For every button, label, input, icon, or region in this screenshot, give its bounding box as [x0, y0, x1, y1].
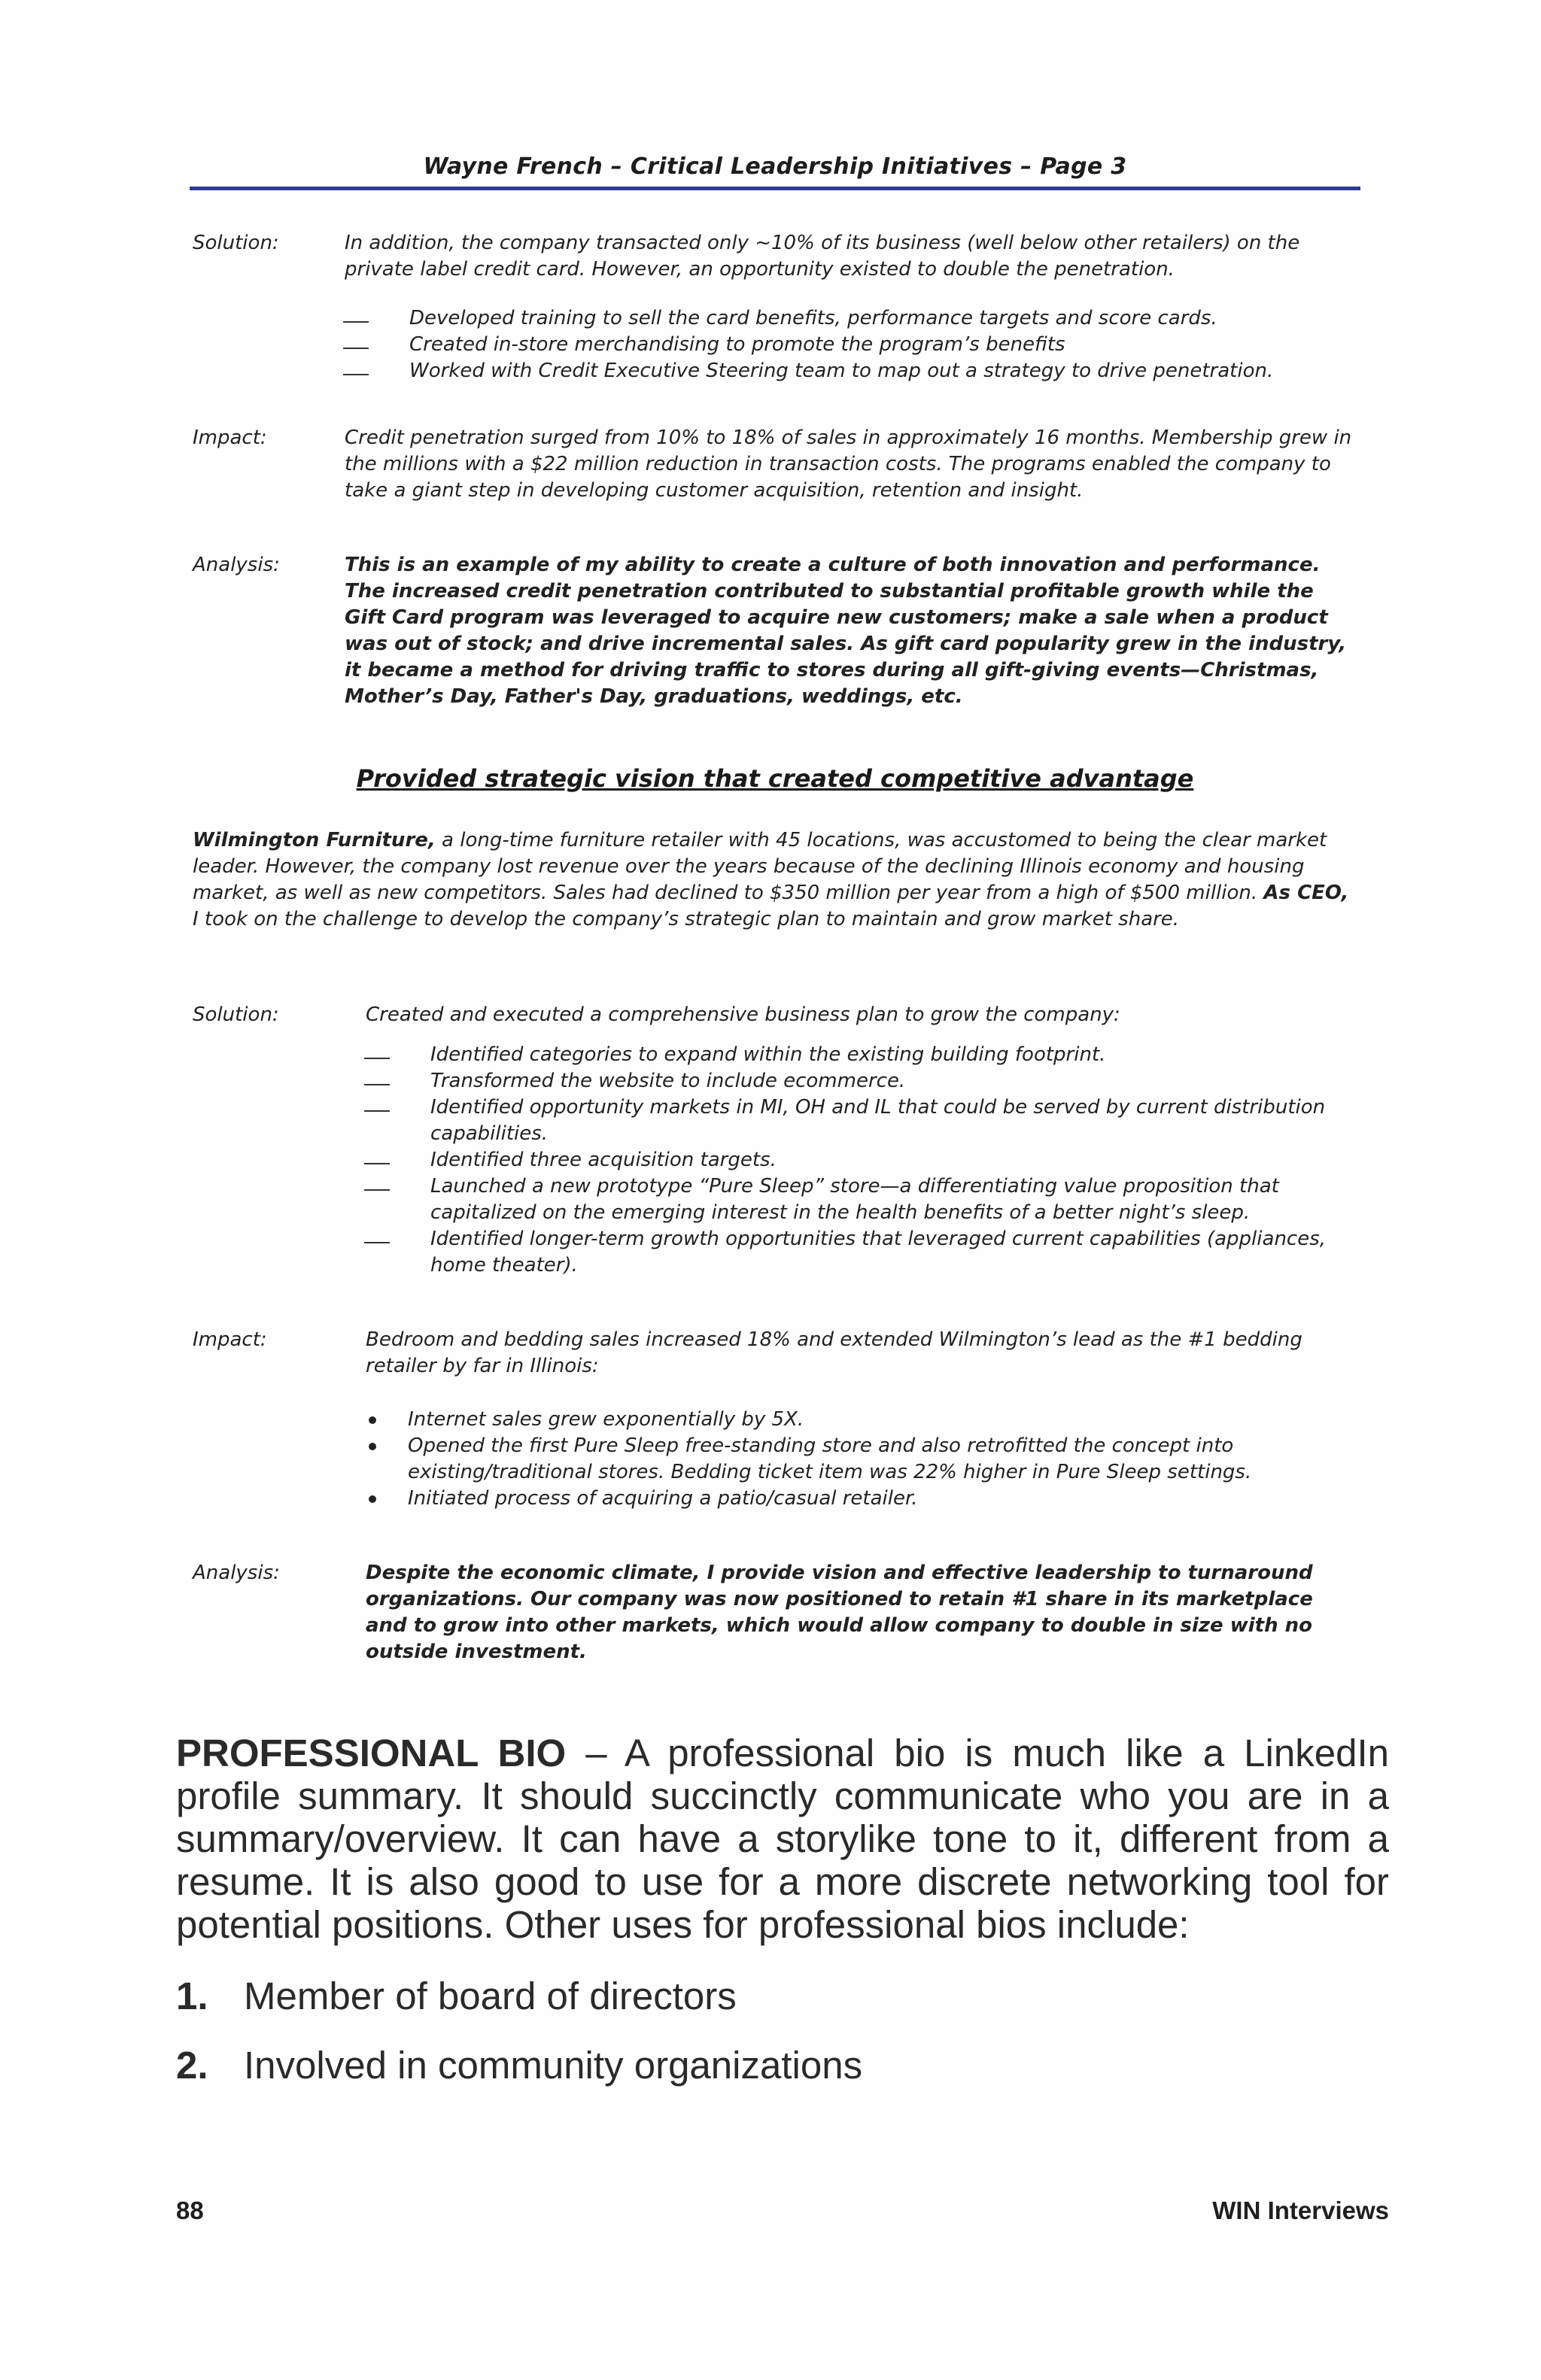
list-item: Transformed the website to include ecommerce.: [430, 1070, 906, 1092]
solution-text-1: In addition, the company transacted only ~10% of its business (well below other retailers) on the private label credit card. However, an opportunity existed to double the penetration.: [345, 232, 1300, 281]
intro-text-part2: I took on the challenge to develop the company’s strategic plan to maintain and grow market share.: [193, 908, 1180, 930]
bullet-icon: [369, 1443, 376, 1450]
impact-text-2: Bedroom and bedding sales increased 18% and extended Wilmington’s lead as the #1 bedding retailer by far in Illinois:: [366, 1328, 1302, 1377]
professional-bio-paragraph: [176, 1732, 1389, 1946]
impact-text-1: Credit penetration surged from 10% to 18% of sales in approximately 16 months. Membership grew in the millions with a $22 million reduction in transaction costs. The programs enabled the company to take a giant step in developing customer acquisition, retention and insight.: [345, 427, 1352, 502]
dash-icon: [343, 374, 369, 375]
ceo-label: As CEO,: [1263, 882, 1349, 904]
page-header-title: Wayne French – Critical Leadership Initiatives – Page 3: [423, 153, 1127, 180]
list-item: Launched a new prototype “Pure Sleep” store—a differentiating value proposition that capitalized on the emerging interest in the health benefits of a better night’s sleep.: [430, 1175, 1279, 1224]
company-name: Wilmington Furniture,: [193, 829, 436, 852]
dash-icon: [364, 1058, 390, 1059]
list-item: Identified categories to expand within the existing building footprint.: [430, 1043, 1106, 1066]
impact-label-2: Impact:: [193, 1328, 267, 1351]
page-number: 88: [176, 2196, 204, 2224]
dash-icon: [343, 321, 369, 323]
list-item: Initiated process of acquiring a patio/casual retailer.: [408, 1487, 918, 1510]
list-item: Worked with Credit Executive Steering team to map out a strategy to drive penetration.: [409, 360, 1274, 382]
dash-icon: [364, 1110, 390, 1112]
list-item: Identified opportunity markets in MI, OH and IL that could be served by current distribution capabilities.: [430, 1096, 1326, 1145]
list-item: Internet sales grew exponentially by 5X.: [408, 1408, 804, 1431]
intro-text-part1: a long-time furniture retailer with 45 locations, was accustomed to being the clear market leader. However, the company lost revenue over the years because of the declining Illinois economy and housing market, as well as new competitors. Sales had declined to $350 million per year from a high of $500 million.: [193, 829, 1327, 904]
dash-icon: [364, 1084, 390, 1085]
list-item: Identified three acquisition targets.: [430, 1149, 777, 1171]
dash-icon: [364, 1189, 390, 1191]
header-rule: [190, 187, 1360, 190]
bio-list-number-1: 1.: [176, 1975, 208, 2017]
bio-list-item-2: Involved in community organizations: [244, 2044, 863, 2087]
bullet-icon: [369, 1495, 376, 1503]
solution-label-1: Solution:: [193, 232, 279, 254]
bio-list-number-2: 2.: [176, 2044, 208, 2087]
bio-heading: PROFESSIONAL BIO: [176, 1732, 567, 1774]
section-title: Provided strategic vision that created competitive advantage: [356, 764, 1194, 793]
dash-icon: [364, 1163, 390, 1164]
bio-text: – A professional bio is much like a LinkedIn profile summary. It should succinctly communicate who you are in a summary/overview. It can have a storylike tone to it, different from a resume. It is also good to use for a more discrete networking tool for potential positions. Other uses for professional bios include:: [176, 1732, 1389, 1946]
analysis-text-2: Despite the economic climate, I provide vision and effective leadership to turnaround organizations. Our company was now positioned to retain #1 share in its marketplace and to grow into other markets, which would allow company to double in size with no outside investment.: [366, 1562, 1313, 1663]
analysis-label-1: Analysis:: [193, 554, 280, 576]
solution-label-2: Solution:: [193, 1003, 279, 1026]
dash-icon: [343, 348, 369, 349]
list-item: Identified longer-term growth opportunities that leveraged current capabilities (appliances, home theater).: [430, 1228, 1327, 1277]
bullet-icon: [369, 1416, 376, 1424]
solution-text-2: Created and executed a comprehensive business plan to grow the company:: [366, 1003, 1120, 1026]
list-item: Created in-store merchandising to promote the program’s benefits: [409, 333, 1065, 356]
book-title: WIN Interviews: [1212, 2196, 1389, 2224]
list-item: Developed training to sell the card benefits, performance targets and score cards.: [409, 307, 1217, 329]
dash-icon: [364, 1242, 390, 1243]
analysis-text-1: This is an example of my ability to create a culture of both innovation and performance. The increased credit penetration contributed to substantial profitable growth while the Gift Card program was leveraged to acquire new customers; make a sale when a product was out of stock; and drive incremental sales. As gift card popularity grew in the industry, it became a method for driving traffic to stores during all gift-giving events—Christmas, Mother’s Day, Father's Day, graduations, weddings, etc.: [345, 554, 1347, 708]
company-intro-paragraph: [193, 827, 1360, 933]
impact-label-1: Impact:: [193, 427, 267, 449]
bio-list-item-1: Member of board of directors: [244, 1975, 737, 2017]
list-item: Opened the first Pure Sleep free-standing store and also retrofitted the concept into existing/traditional stores. Bedding ticket item was 22% higher in Pure Sleep settings.: [408, 1434, 1252, 1483]
analysis-label-2: Analysis:: [193, 1562, 280, 1584]
